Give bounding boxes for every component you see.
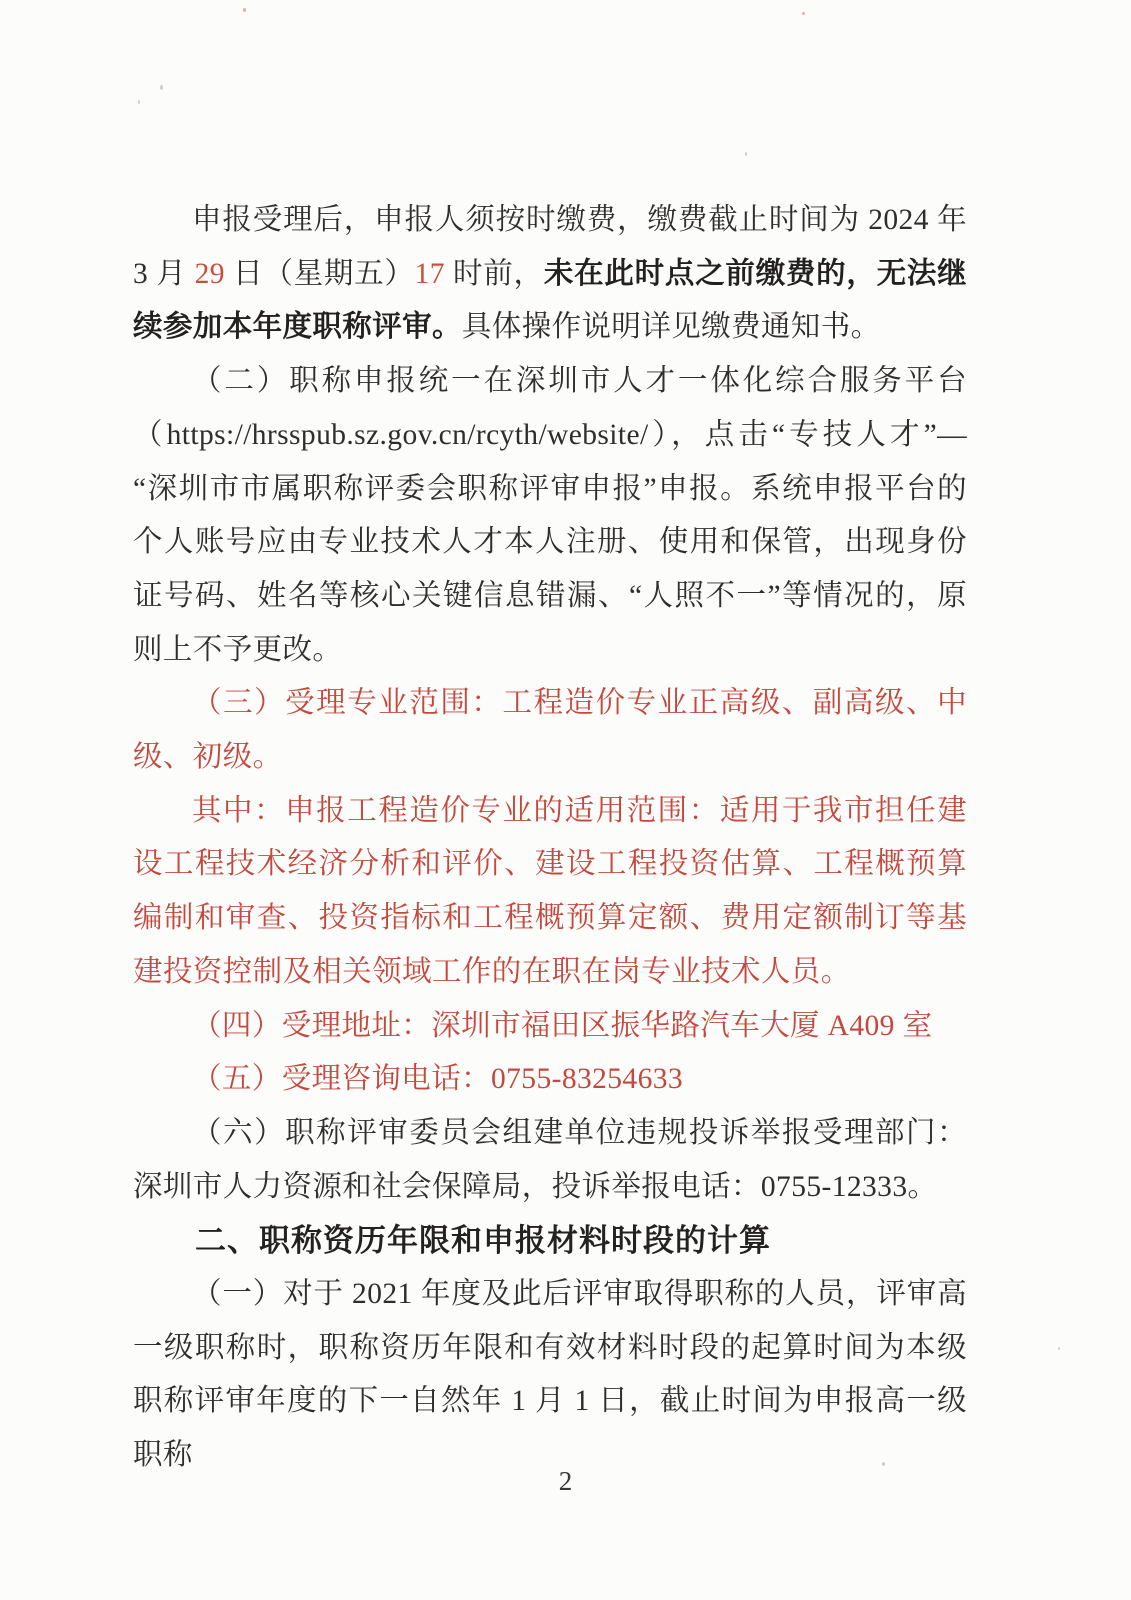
scan-speck bbox=[138, 100, 140, 104]
scan-speck bbox=[243, 8, 246, 12]
text-segment: （五）受理咨询电话：0755-83254633 bbox=[192, 1063, 684, 1096]
text-segment: 17 bbox=[414, 257, 445, 290]
scan-speck bbox=[802, 12, 805, 15]
para-acceptance-address bbox=[133, 1000, 967, 1054]
para-payment-deadline bbox=[133, 194, 967, 355]
text-segment: ），点击“专技人才”—“深圳市市属职称评委会职称评审申报”申报。系统申报平台的个人账号应由专业技术人才本人注册、使用和保管，出现身份证号码、姓名等核心关键信息错漏、“人照不一”等情况的，原则上不予更改。 bbox=[133, 418, 968, 666]
text-segment: （一）对于 2021 年度及此后评审取得职称的人员，评审高一级职称时，职称资历年限和有效材料时段的起算时间为本级职称评审年度的下一自然年 1 月 1 日，截止时间为申报高一级职称 bbox=[133, 1278, 967, 1472]
text-segment: 二、职称资历年限和申报材料时段的计算 bbox=[195, 1223, 771, 1259]
platform-url: https://hrsspub.sz.gov.cn/rcyth/website/ bbox=[166, 418, 649, 451]
para-seniority-calculation bbox=[133, 1268, 967, 1483]
para-consultation-phone bbox=[133, 1053, 967, 1107]
text-segment: 未在此时点之前缴费的，无法继续参加本年度职称评审。 bbox=[133, 257, 967, 344]
document-body bbox=[133, 194, 967, 1483]
text-segment: （四）受理地址：深圳市福田区振华路汽车大厦 A409 室 bbox=[192, 1009, 933, 1042]
scan-speck bbox=[882, 1462, 885, 1466]
text-segment: 具体操作说明详见缴费通知书。 bbox=[461, 311, 881, 344]
text-segment: 其中：申报工程造价专业的适用范围：适用于我市担任建设工程技术经济分析和评价、建设工程投资估算、工程概预算编制和审查、投资指标和工程概预算定额、费用定额制订等基建投资控制及相关领域工作的在职在岗专业技术人员。 bbox=[133, 794, 967, 988]
heading-section-two bbox=[133, 1214, 967, 1268]
text-segment: （六）职称评审委员会组建单位违规投诉举报受理部门：深圳市人力资源和社会保障局，投诉举报电话：0755-12333。 bbox=[133, 1116, 967, 1203]
para-application-platform bbox=[133, 355, 967, 677]
para-accepted-specialties bbox=[133, 677, 967, 784]
scan-speck bbox=[1058, 1347, 1060, 1350]
text-segment: 申报受理后，申报人须按时缴费，缴费截止时间为 2024 年 3 月 bbox=[133, 204, 967, 290]
scan-speck bbox=[745, 152, 747, 156]
text-segment: 时前， bbox=[444, 257, 544, 290]
page-number: 2 bbox=[558, 1466, 573, 1496]
text-segment: 日（星期五） bbox=[224, 257, 415, 290]
para-complaint-department bbox=[133, 1107, 967, 1214]
text-segment: （三）受理专业范围：工程造价专业正高级、副高级、中级、初级。 bbox=[133, 687, 967, 774]
para-applicable-scope bbox=[133, 785, 967, 1000]
text-segment: 29 bbox=[194, 257, 225, 290]
text-segment: （二）职称申报统一在深圳市人才一体化综合服务平台（ bbox=[133, 365, 967, 451]
scan-speck bbox=[160, 85, 163, 90]
